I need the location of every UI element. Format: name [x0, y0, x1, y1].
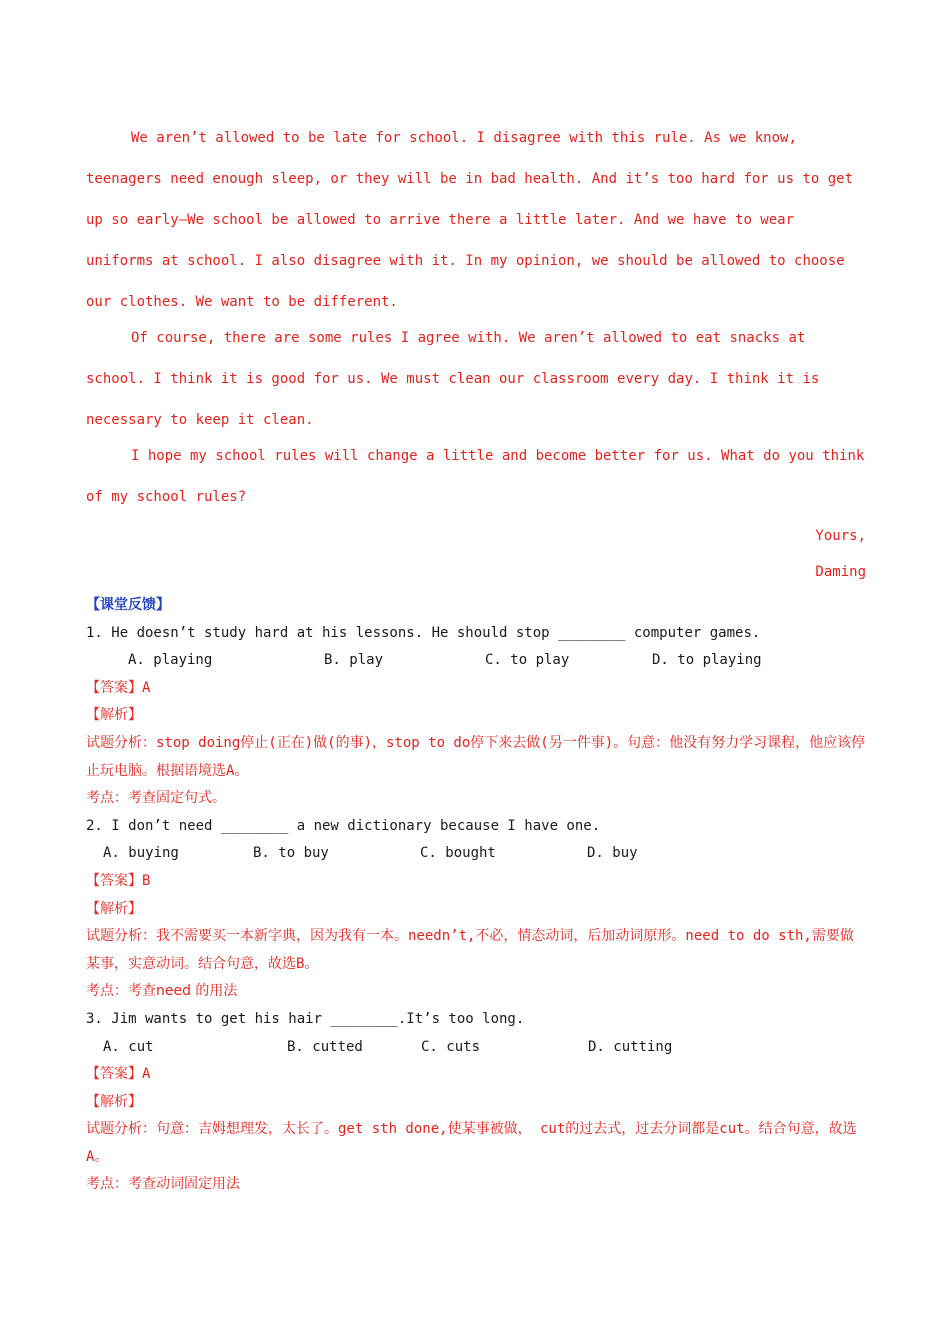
analysis-label: 【解析】: [86, 900, 142, 917]
question-stem: 2. I don’t need ________ a new dictionary because I have one.: [86, 817, 601, 834]
answer-label: 【答案】: [86, 872, 142, 889]
section-title: 【课堂反馈】: [86, 597, 170, 613]
question-options: [86, 840, 866, 868]
question-stem: 3. Jim wants to get his hair ________.It’s too long.: [86, 1010, 525, 1027]
answer-line: [86, 675, 866, 703]
option-a[interactable]: A. buying: [103, 845, 179, 862]
knowledge-point: 考点：考查need 的用法: [86, 983, 238, 1000]
question-1: [86, 620, 866, 813]
answer-label: 【答案】: [86, 679, 142, 696]
analysis-text: 试题分析：句意：吉姆想理发，太长了。get sth done,使某事被做， cut的过去式，过去分词都是cut。结合句意，故选A。: [86, 1121, 857, 1165]
question-3: [86, 1006, 866, 1199]
analysis-text: 试题分析：我不需要买一本新字典，因为我有一本。needn’t,不必，情态动词，后加动词原形。need to do sth,需要做某事，实意动词。结合句意，故选B。: [86, 928, 854, 972]
question-2: [86, 813, 866, 1006]
question-options: [86, 647, 866, 675]
option-c[interactable]: C. bought: [420, 845, 496, 862]
document-page: [86, 118, 866, 1199]
option-d[interactable]: D. to playing: [652, 652, 762, 669]
answer-value: A: [142, 679, 151, 696]
option-b[interactable]: B. cutted: [287, 1038, 363, 1055]
answer-value: A: [142, 1066, 151, 1083]
question-stem: 1. He doesn’t study hard at his lessons. He should stop ________ computer games.: [86, 624, 761, 641]
analysis-label: 【解析】: [86, 707, 142, 724]
essay-signature: Daming: [815, 564, 866, 580]
option-c[interactable]: C. cuts: [421, 1038, 481, 1055]
option-b[interactable]: B. play: [324, 652, 384, 669]
essay-paragraph-2: Of course, there are some rules I agree with. We aren’t allowed to eat snacks at school. I think it is good for us. We must clean our classroom every day. I think it is necessary to keep it clean.: [86, 330, 820, 428]
essay: [86, 118, 866, 590]
option-d[interactable]: D. buy: [587, 845, 638, 862]
essay-closing: Yours,: [815, 528, 866, 544]
question-options: [86, 1034, 866, 1062]
answer-label: 【答案】: [86, 1066, 142, 1083]
knowledge-point: 考点：考查动词固定用法: [86, 1176, 240, 1193]
option-d[interactable]: D. cutting: [588, 1038, 673, 1055]
answer-line: [86, 1061, 866, 1089]
analysis-text: 试题分析：stop doing停止(正在)做(的事)，stop to do停下来去做(另一件事)。句意：他没有努力学习课程，他应该停止玩电脑。根据语境选A。: [86, 734, 866, 779]
answer-value: B: [142, 872, 151, 889]
option-a[interactable]: A. playing: [128, 652, 213, 669]
option-b[interactable]: B. to buy: [253, 845, 329, 862]
option-a[interactable]: A. cut: [103, 1038, 154, 1055]
analysis-label: 【解析】: [86, 1093, 142, 1110]
answer-line: [86, 868, 866, 896]
knowledge-point: 考点：考查固定句式。: [86, 790, 226, 807]
essay-paragraph-1: We aren’t allowed to be late for school. I disagree with this rule. As we know, teenagers need enough sleep, or they will be in bad health. And it’s too hard for us to get up so early—We school be allowed to arrive there a little later. And we have to wear uniforms at school. I also disagree with it. In my opinion, we should be allowed to choose our clothes. We want to be different.: [86, 130, 854, 310]
essay-paragraph-3: I hope my school rules will change a little and become better for us. What do you think of my school rules?: [86, 448, 865, 505]
option-c[interactable]: C. to play: [485, 652, 570, 669]
